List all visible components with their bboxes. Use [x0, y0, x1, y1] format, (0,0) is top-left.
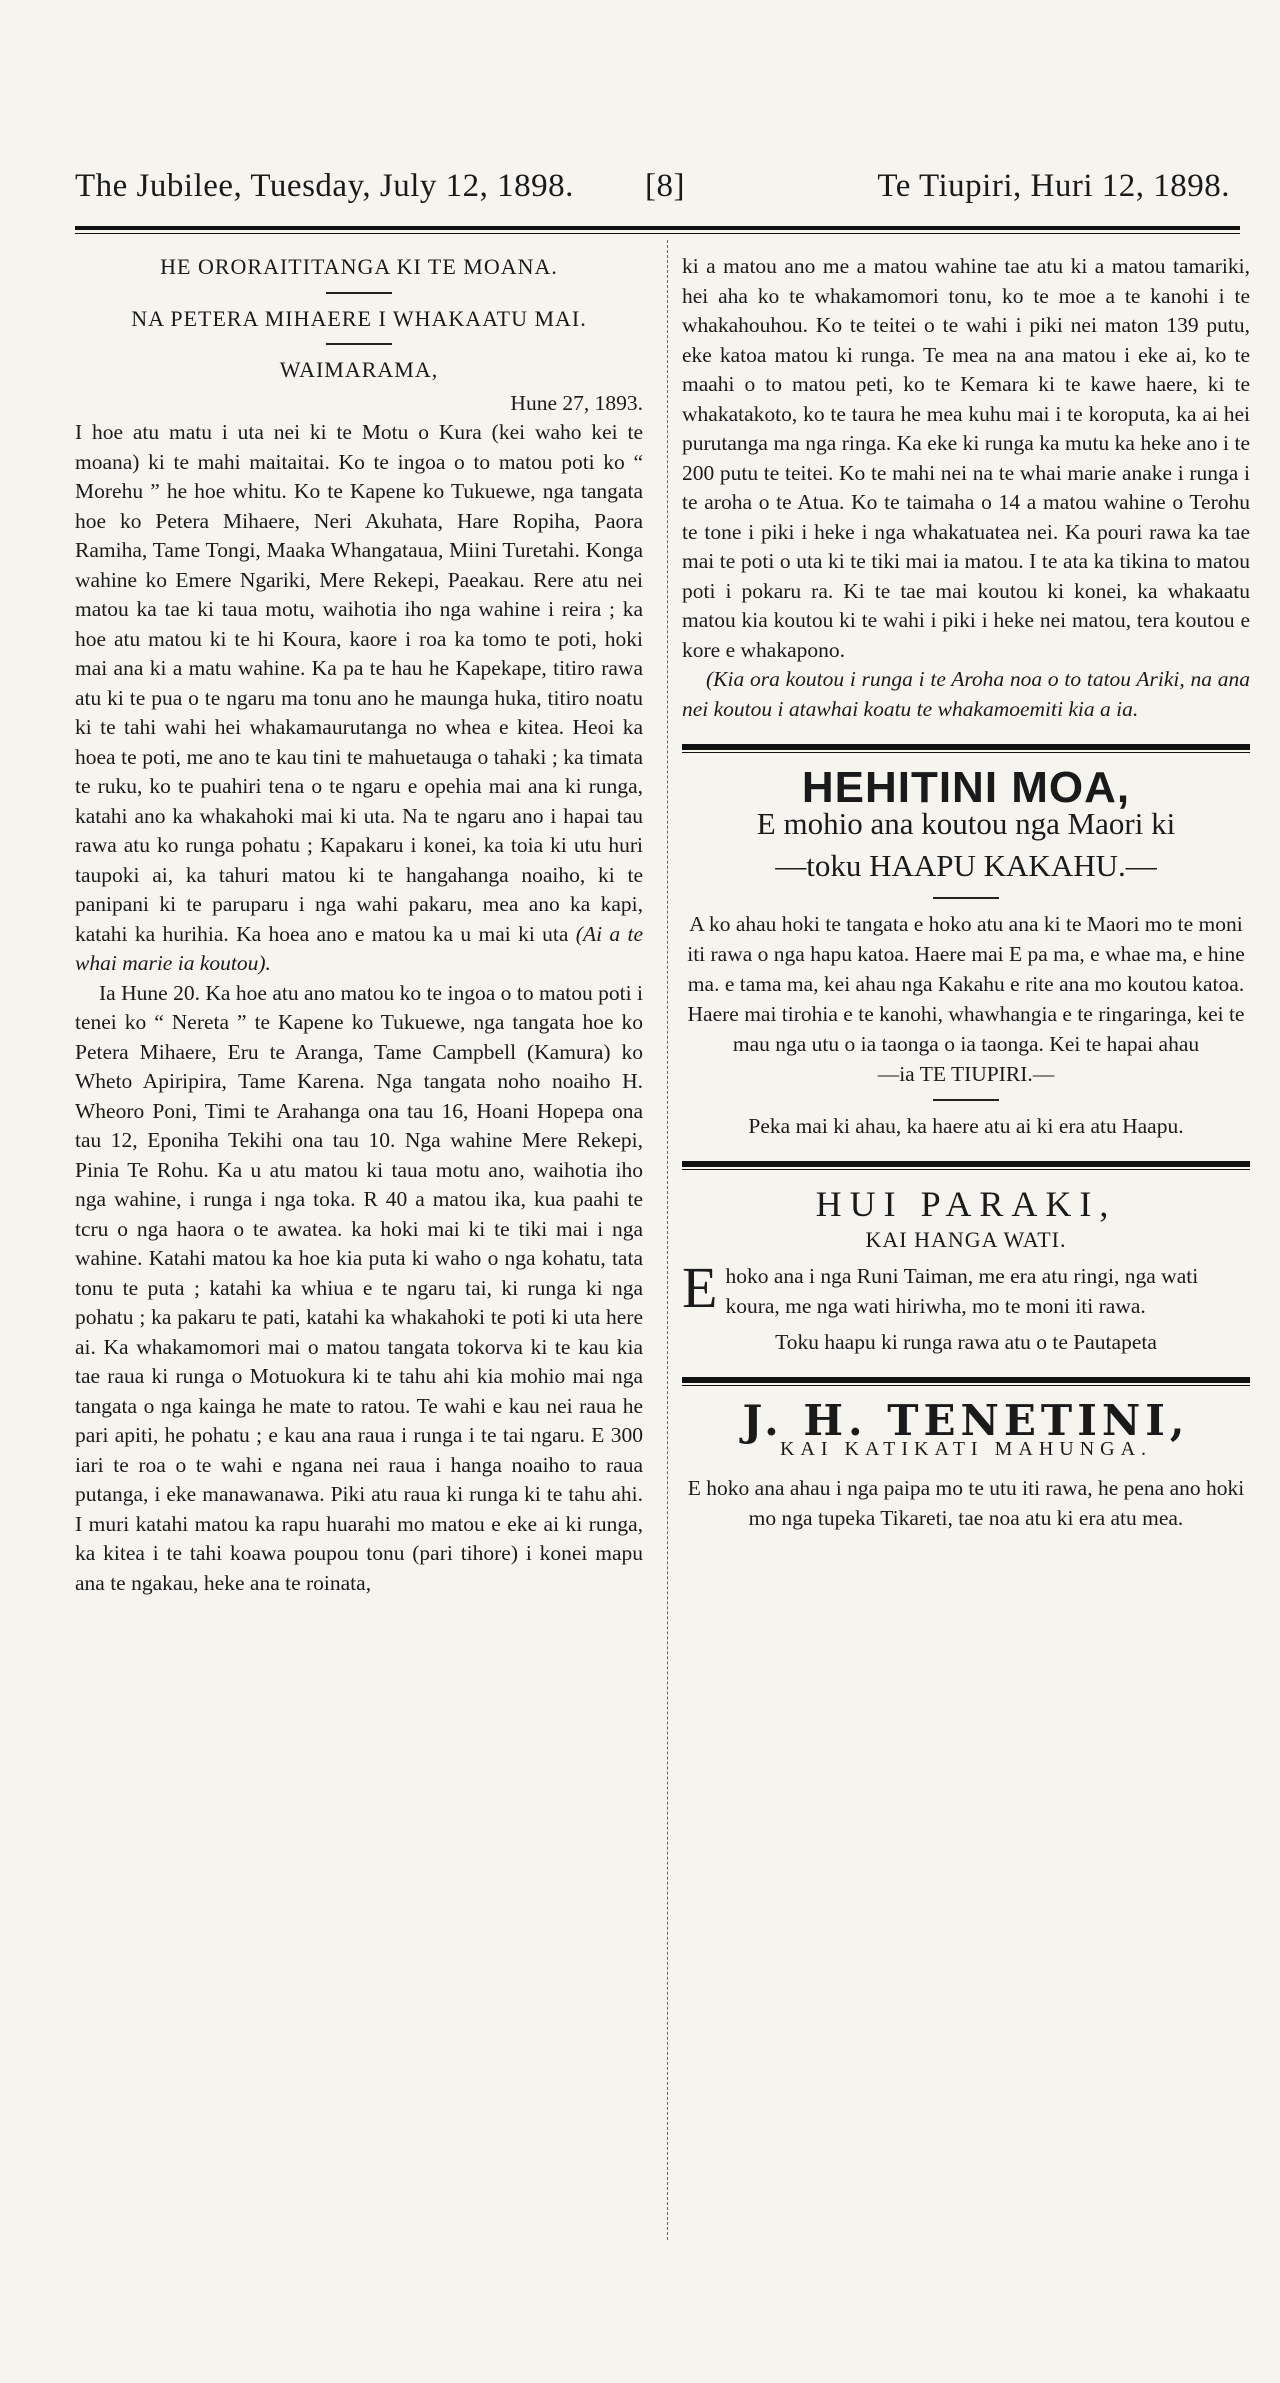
article-byline: NA PETERA MIHAERE I WHAKAATU MAI.	[131, 305, 587, 331]
drop-cap: E	[682, 1254, 718, 1320]
article-date: Hune 27, 1893.	[510, 390, 643, 415]
header-maori-date: Te Tiupiri, Huri 12, 1898.	[877, 168, 1230, 204]
paragraph-text: I hoe atu matu i uta nei ki te Motu o Kura (kei waho kei te moana) ki te mahi maitaitai. Ko te ingoa o to matou poti ko “ Morehu ” he hoe whitu. Ko te Kapene ko Tukuewe, nga tangata hoe ko Petera Mihaere, Neri Akuhata, Hare Ropiha, Paora Ramiha, Tame Tongi, Maaka Whangataua, Miini Turetahi. Konga wahine ko Emere Ngariki, Mere Rekepi, Paeakau. Rere atu nei matou ka tae ki taua motu, waihotia iho nga wahine i reira ; ka hoe atu matou ki te hi Koura, kaore i roa ka tomo te poti, hoki mai ana ki a matu wahine. Ka pa te hau he Kapekape, titiro rawa atu ki te pua o te ngaru ma tonu ano he maunga huka, titiro noatu ki te tahi wahi hei whakamaurutanga no whea e kitea. Heoi ka hoea te poti, me ano te kau tini te mahuetauga o tahaki ; ka timata te ruku, ko te puahiri tena o te ngaru e opehia mai ana ki runga, katahi ano ka whakahoki mai ki uta. Na te ngaru ano i hapai tau rawa atu ko runga pohatu ; Kapakaru i konei, ka toia ki utu huri taupoki ai, ka tahuri matou ki te hangahanga noaiho, ki te panipani ki te paruparu i nga wahi pakaru, mea ano ka kapi, katahi ka hurihia. Ka hoea ano e matou ka u mai ki uta	[75, 420, 643, 946]
ad-title: HUI PARAKI,	[815, 1183, 1117, 1224]
ad-hui-paraki	[682, 1183, 1250, 1357]
divider	[933, 1099, 999, 1101]
article-place: WAIMARAMA,	[279, 357, 439, 382]
divider	[326, 343, 392, 345]
ad-subtitle: E mohio ana koutou nga Maori ki	[756, 805, 1176, 841]
article-closing: (Kia ora koutou i runga i te Aroha noa o to tatou Ariki, na ana nei koutou i atawhai koatu te whakamoemiti kia a ia.	[682, 667, 1250, 721]
ad-footer: Peka mai ki ahau, ka haere atu ai ki era atu Haapu.	[748, 1113, 1184, 1138]
page-header	[75, 168, 1240, 218]
ad-subtitle: KAI HANGA WATI.	[865, 1227, 1067, 1252]
divider	[326, 292, 392, 294]
ad-hehitini-moa	[682, 763, 1250, 1141]
ad-subtitle: KAI KATIKATI MAHUNGA.	[779, 1438, 1153, 1460]
divider	[933, 897, 999, 899]
ad-body	[682, 1254, 1250, 1321]
article-paragraph-continued: ki a matou ano me a matou wahine tae atu ki a matou tamariki, hei aha ko te whakamomori tonu, ko te moe a te kanohi i te whakahouhou. Ko te teitei o te wahi i piki nei maton 139 putu, eke katoa matou ki runga. Te mea na ana matou i eke ai, ko te maahi o to matou peti, ko te Kemara ki te kawe haere, ki te whakatakoto, ko te taura he mea kuhu mai i te koroputa, ka ai hei purutanga ma nga ringa. Ka eke ki runga ka mutu ka heke ano i te 200 putu te teitei. Ko te mahi nei na te whai marie anake i runga i te aroha o te Atua. Ko te taimaha o 14 a matou wahine o Terohu te tone i piki i heke i nga whakatuatea nei. Ka pouri rawa ka tae mai te poti o uta ki te tiki mai ia matou. I te ata ka tikina to matou poti i pokaru ra. Ki te tae mai koutou ki konei, ka whakaatu matou kia koutou ki te wahi i piki i heke nei matou, tera koutou e kore e whakapono.	[682, 254, 1250, 662]
section-rule	[682, 744, 1250, 753]
article-paragraph: Ia Hune 20. Ka hoe atu ano matou ko te ingoa o to matou poti i tenei ko “ Nereta ” te Kapene ko Tukuewe, nga tangata hoe ko Petera Mihaere, Eru te Aranga, Tame Campbell (Kamura) ko Wheto Apiripira, Tame Karena. Nga tangata noho noaiho H. Wheoro Poni, Timi te Arahanga ona tau 16, Hoani Hopepa ona tau 12, Eponiha Tekihi ona tau 10. Nga wahine Mere Rekepi, Pinia Te Rohu. Ka u atu matou ki taua motu ano, waihotia iho nga wahine, i runga i nga toka. R 40 a matou ika, kua paahi te tcru o nga haora o te awatea. ka hoki mai ki te tiki mai i nga wahine. Katahi matou ka hoe kia puta ki waho o nga kohatu, tata tonu te puta ; katahi ka whiua e te ngaru tai, ki runga ki nga pohatu ; ka pakaru te pati, katahi ka whakahoki te poti ki uta here ai. Ka whakamomori mai o matou tangata tokorva ki te kau kia tae raua ki runga o Motuokura ki te tahu ahi kia mohio mai nga tangata o nga kainga he mate to ratou. Te wahi e kau nei raua he pari apiti, he pohatu ; e kau ana raua i runga i te tai ngaru. E 300 iari te roa o te wahi e ngana nei raua i hanga noaiho to raua putanga, i eke manawanawa. Piki atu raua ki runga ki te tahu ahi. I muri katahi matou ka rapu huarahi mo matou e eke ai ki runga, ka kitea i te tahi koawa poupou tonu (pari tihore) i konei mapu ana te ngakau, heke ana te roinata,	[75, 980, 643, 1595]
ad-body-text: hoko ana i nga Runi Taiman, me era atu ringi, nga wati koura, me nga wati hiriwha, mo te moni iti rawa.	[725, 1263, 1199, 1318]
ad-tenetini	[682, 1395, 1250, 1533]
ad-title: HEHITINI MOA,	[801, 763, 1131, 812]
header-english-date: The Jubilee, Tuesday, July 12, 1898.	[75, 168, 574, 204]
ad-body: E hoko ana ahau i nga paipa mo te utu iti rawa, he pena ano hoki mo nga tupeka Tikareti, tae noa atu ki era atu mea.	[687, 1475, 1245, 1530]
paragraph-italic: (Ai a te whai marie ia koutou).	[75, 921, 643, 975]
ad-body: A ko ahau hoki te tangata e hoko atu ana ki te Maori mo te moni iti rawa o nga hapu katoa. Haere mai E pa ma, e whae ma, e hine ma. e tama ma, kei ahau nga Kakahu e rite ana mo koutou katoa. Haere mai tirohia e te kanohi, whawhangia e te ringaringa, kei te mau nga utu o ia taonga o ia taonga. Kei te hapai ahau	[687, 911, 1245, 1056]
column-divider	[667, 240, 668, 2240]
ad-title: J. H. TENETINI,	[742, 1395, 1190, 1445]
ad-subtitle: —toku HAAPU KAKAHU.—	[775, 847, 1157, 883]
ad-footer: Toku haapu ki runga rawa atu o te Pautapeta	[775, 1329, 1157, 1354]
page-number: [8]	[645, 168, 685, 204]
article-paragraph	[75, 418, 643, 979]
section-rule	[682, 1377, 1250, 1386]
right-column	[682, 252, 1250, 1533]
article-title: HE ORORAITITANGA KI TE MOANA.	[160, 254, 558, 279]
ad-signature: —ia TE TIUPIRI.—	[877, 1061, 1055, 1086]
header-rule	[75, 226, 1240, 234]
section-rule	[682, 1161, 1250, 1170]
left-column	[75, 252, 643, 1598]
